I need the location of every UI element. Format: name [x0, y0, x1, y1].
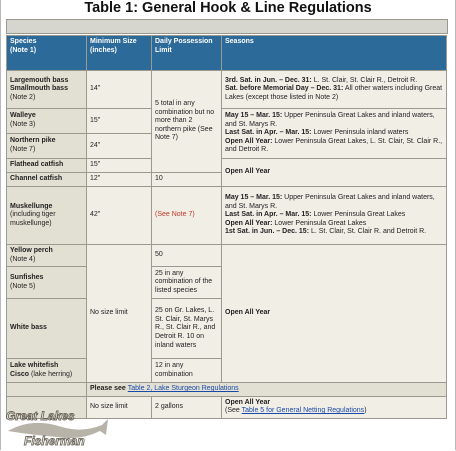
- min-size-cell: No size limit: [87, 396, 152, 418]
- daily-limit-cell: 50: [152, 245, 222, 267]
- fisherman-watermark-logo: [2, 405, 122, 451]
- header-row: [7, 36, 447, 71]
- daily-limit-cell: 25 in any combination of the listed species: [152, 267, 222, 299]
- regulations-table: [6, 35, 447, 419]
- table-row: [7, 383, 447, 397]
- species-cell: Muskellunge (including tiger muskellunge): [7, 187, 87, 245]
- table-row: [7, 109, 447, 134]
- species-cell: Yellow perch (Note 4): [7, 245, 87, 267]
- netting-regulations-link[interactable]: Table 5 for General Netting Regulations: [241, 407, 365, 415]
- table-row: [7, 71, 447, 109]
- season-cell: May 15 – Mar. 15: Upper Peninsula Great Lakes and inland waters, and St. Marys R. Last Sat. in Apr. – Mar. 15: Lower Peninsula inland waters Open All Year: Lower Peninsula Great Lakes, L. St. Clair, St. Clair R., and Detroit R.: [222, 109, 447, 159]
- table-top-bar: [6, 19, 448, 34]
- species-cell: Channel catfish: [7, 173, 87, 187]
- species-cell: Northern pike (Note 7): [7, 134, 87, 159]
- daily-limit-cell: (See Note 7): [152, 187, 222, 245]
- species-cell: [7, 383, 87, 397]
- season-cell: Open All Year (See Table 5 for General Netting Regulations): [222, 396, 447, 418]
- species-cell: Largemouth bass Smallmouth bass (Note 2): [7, 71, 87, 109]
- watermark-line-1: Great Lakes: [6, 409, 75, 423]
- sturgeon-regulations-link[interactable]: Table 2, Lake Sturgeon Regulations: [127, 385, 239, 393]
- min-size-cell: 15": [87, 159, 152, 173]
- header-seasons: Seasons: [222, 36, 447, 71]
- min-size-cell: 12": [87, 173, 152, 187]
- species-cell: Walleye (Note 3): [7, 109, 87, 134]
- daily-limit-cell: 5 total in any combination but no more than 2 northern pike (See Note 7): [152, 71, 222, 173]
- table-row: [7, 159, 447, 173]
- season-cell: Open All Year: [222, 245, 447, 383]
- min-size-cell: No size limit: [87, 245, 152, 383]
- species-cell: Sunfishes (Note 5): [7, 267, 87, 299]
- daily-limit-cell: 10: [152, 173, 222, 187]
- header-species: Species (Note 1): [7, 36, 87, 71]
- season-cell: Open All Year: [222, 159, 447, 187]
- species-cell: White bass: [7, 299, 87, 359]
- table-title: Table 1: General Hook & Line Regulations: [84, 0, 372, 16]
- table-row: [7, 187, 447, 245]
- min-size-cell: 14": [87, 71, 152, 109]
- season-cell: May 15 – Mar. 15: Upper Peninsula Great Lakes and inland waters, and St. Marys R. Last Sat. in Apr. – Mar. 15: Lower Peninsula Great Lakes Open All Year: Lower Peninsula Great Lakes 1st Sat. in Jun. – Dec. 15: L. St. Clair, St. Clair R. and Detroit R.: [222, 187, 447, 245]
- species-cell: Flathead catfish: [7, 159, 87, 173]
- min-size-cell: 15": [87, 109, 152, 134]
- daily-limit-cell: 25 on Gr. Lakes, L. St. Clair, St. Marys R., St. Clair R., and Detroit R. 10 on inland waters: [152, 299, 222, 359]
- daily-limit-cell: 12 in any combination: [152, 359, 222, 383]
- table-row: [7, 245, 447, 267]
- min-size-cell: 24": [87, 134, 152, 159]
- see-also-cell: Please see Table 2, Lake Sturgeon Regulations: [87, 383, 447, 397]
- daily-limit-cell: 2 gallons: [152, 396, 222, 418]
- season-cell: 3rd. Sat. in Jun. – Dec. 31: L. St. Clair, St. Clair R., Detroit R. Sat. before Memorial Day – Dec. 31: All other waters including Great Lakes (except those listed in Note 2): [222, 71, 447, 109]
- header-daily-limit: Daily Possession Limit: [152, 36, 222, 71]
- species-cell: Lake whitefish Cisco (lake herring): [7, 359, 87, 383]
- header-min-size: Minimum Size (inches): [87, 36, 152, 71]
- watermark-line-2: Fisherman: [24, 434, 85, 448]
- min-size-cell: 42": [87, 187, 152, 245]
